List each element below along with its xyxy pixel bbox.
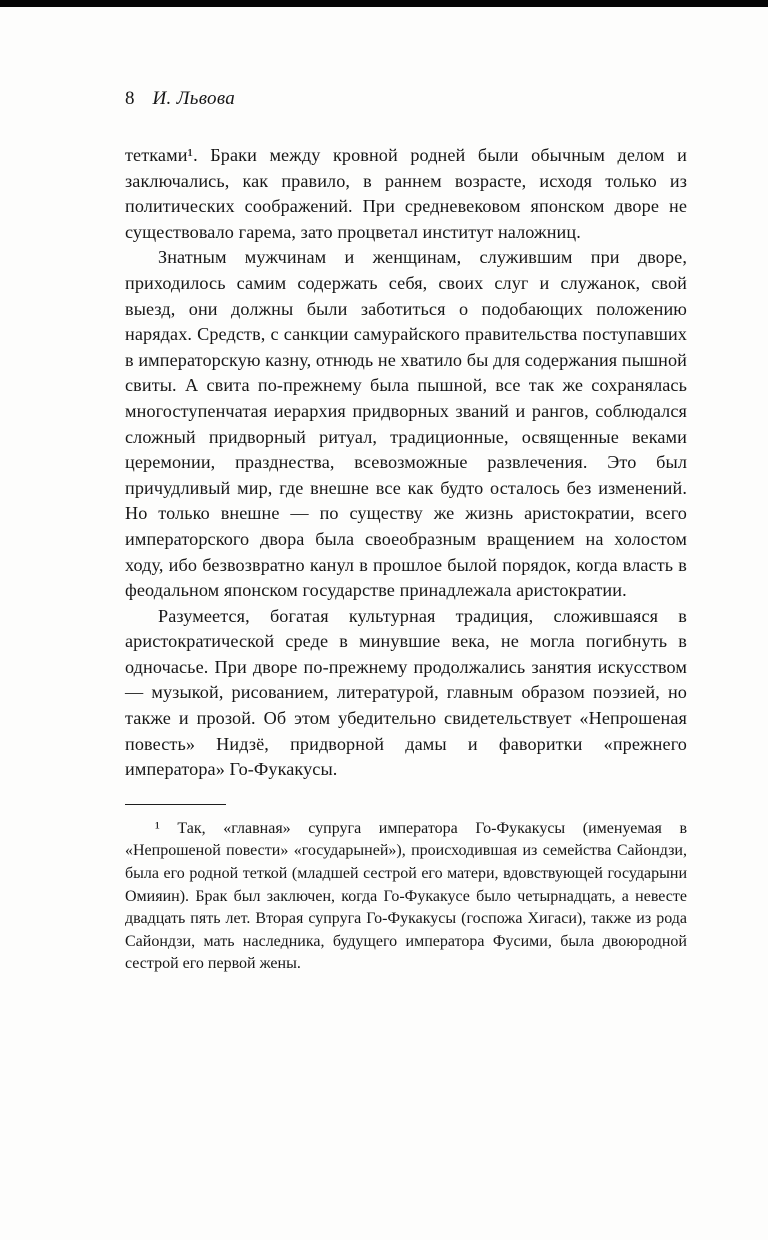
- running-title: И. Львова: [152, 88, 236, 109]
- book-page: [125, 88, 687, 976]
- running-head: [125, 88, 687, 110]
- body-paragraph-1: тетками¹. Браки между кровной родней были обычным делом и заключались, как правило, в раннем возрасте, исходя только из политических соображений. При средневековом японском дворе не существовало гарема, зато процветал институт наложниц.: [125, 145, 687, 242]
- scan-edge-artifact: [0, 0, 768, 7]
- body-paragraph-3: Разумеется, богатая культурная традиция, сложившаяся в аристократической среде в минувшие века, не могла погибнуть в одночасье. При дворе по-прежнему продолжались занятия искусством — музыкой, рисованием, литературой, главным образом поэзией, но также и прозой. Об этом убедительно свидетельствует «Непрошеная повесть» Нидзё, придворной дамы и фаворитки «прежнего императора» Го-Фукакусы.: [125, 605, 687, 780]
- footnote-section: [125, 804, 687, 976]
- footnote-text: ¹ Так, «главная» супруга императора Го-Фукакусы (именуемая в «Непрошеной повести» «государыней»), происходившая из семейства Сайондзи, была его родной теткой (младшей сестрой его матери, вдовствующей государыни Омияин). Брак был заключен, когда Го-Фукакусе было четырнадцать, а невесте двадцать пять лет. Вторая супруга Го-Фукакусы (госпожа Хигаси), также из рода Сайондзи, мать наследника, будущего императора Фусими, была двоюродной сестрой его первой жены.: [125, 819, 687, 973]
- page-number: 8: [125, 88, 135, 109]
- body-text: [125, 143, 687, 783]
- footnote-separator-rule: [125, 804, 226, 805]
- body-paragraph-2: Знатным мужчинам и женщинам, служившим при дворе, приходилось самим содержать себя, своих слуг и служанок, свой выезд, они должны были заботиться о подобающих положению нарядах. Средств, с санкции самурайского правительства поступавших в императорскую казну, отнюдь не хватило бы для содержания пышной свиты. А свита по-прежнему была пышной, все так же сохранялась многоступенчатая иерархия придворных званий и рангов, соблюдался сложный придворный ритуал, традиционные, освященные веками церемонии, празднества, всевозможные развлечения. Это был причудливый мир, где внешне все как будто осталось без изменений. Но только внешне — по существу же жизнь аристократии, всего императорского двора была своеобразным вращением на холостом ходу, ибо безвозвратно канул в прошлое былой порядок, когда власть в феодальном японском государстве принадлежала аристократии.: [125, 247, 688, 601]
